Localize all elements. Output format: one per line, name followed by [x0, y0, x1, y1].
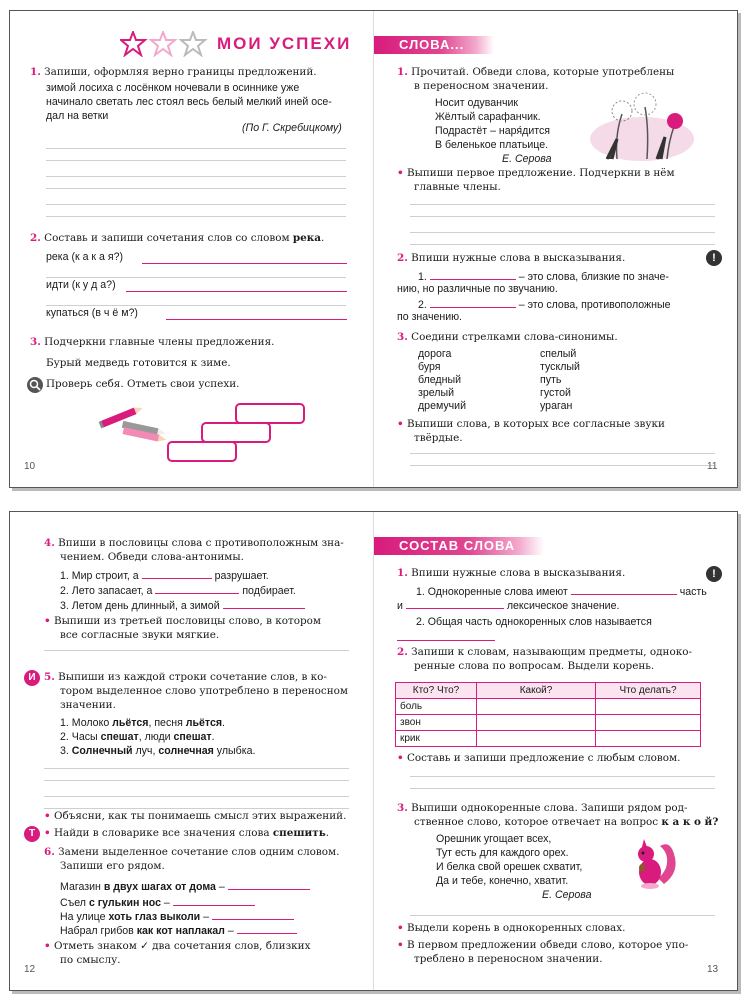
statement-number: 1. [418, 271, 427, 283]
dictionary-badge-icon: Т [24, 826, 40, 842]
bullet-icon: • [397, 752, 404, 764]
task-text: Составь и запиши сочетания слов со словом [44, 232, 293, 244]
bullet-icon: • [44, 827, 51, 839]
task-text: . [325, 827, 330, 839]
task-text-line [414, 816, 718, 830]
poem-line: Подрастёт – наря́дится [435, 125, 551, 137]
task-1 [30, 66, 317, 80]
statement-text: лексическое значение. [506, 600, 620, 612]
phrase-keyword: льётся [185, 717, 223, 729]
writing-line[interactable] [410, 776, 715, 777]
bullet-task [397, 939, 688, 953]
task-text: Соедини стрелками слова-синонимы. [411, 331, 618, 343]
synonym-left[interactable]: дремучий [418, 400, 467, 412]
proverb-text: 2. Лето запасает, а [60, 585, 153, 597]
task-sentence: Бурый медведь готовится к зиме. [46, 357, 231, 369]
page-number: 10 [24, 461, 36, 472]
poem-line: Тут есть для каждого орех. [436, 847, 569, 859]
idiom-text: Магазин [60, 881, 104, 893]
answer-blank[interactable] [430, 269, 516, 280]
task-keyword: река [292, 232, 322, 244]
bullet-task [44, 827, 329, 841]
task-number: 1. [30, 66, 41, 78]
answer-blank[interactable] [223, 598, 305, 609]
task-text: Запиши, оформляя верно границы предложений. [44, 66, 317, 78]
answer-blank[interactable] [430, 297, 516, 308]
answer-line[interactable] [126, 291, 347, 292]
table-cell-answer[interactable] [477, 715, 596, 731]
writing-line[interactable] [46, 176, 346, 177]
phrase-text: 1. Молоко [60, 717, 113, 729]
writing-line[interactable] [410, 453, 715, 454]
phrase-keyword: спешат [173, 731, 212, 743]
proverb-text: 3. Летом день длинный, а зимой [60, 600, 220, 612]
statement-text: часть [679, 586, 707, 598]
statement-number: 2. [418, 299, 427, 311]
table-row [396, 731, 701, 747]
task-2 [397, 646, 692, 660]
writing-line[interactable] [44, 780, 349, 781]
task-number: 3. [30, 336, 41, 348]
task-1 [397, 567, 625, 581]
writing-line[interactable] [410, 204, 715, 205]
task-text: Найди в словарике все значения слова [53, 827, 273, 839]
task-2 [30, 232, 324, 246]
task-3 [397, 331, 618, 345]
page-number: 13 [707, 964, 719, 975]
bullet-icon: • [397, 922, 404, 934]
task-6 [44, 846, 339, 860]
task-text-line: начинало светать лес стоял весь белый мелкий иней осе- [46, 96, 332, 108]
task-3 [397, 802, 688, 816]
synonym-left[interactable]: бледный [418, 374, 461, 386]
poem-line: В беленькое платьице. [435, 139, 549, 151]
writing-line[interactable] [410, 232, 715, 233]
statement-text: и [397, 600, 403, 612]
task-text-line: главные члены. [414, 181, 501, 193]
statement-line: 2. Общая часть однокоренных слов называется [416, 616, 652, 628]
task-text-line: ренные слова по вопросам. Выдели корень. [414, 660, 655, 672]
answer-blank[interactable] [212, 909, 294, 920]
word-prompt: идти (к у д а?) [46, 279, 116, 291]
phrase-keyword: солнечная [158, 745, 214, 757]
poem-line: Да и тебе, конечно, хватит. [436, 875, 569, 887]
writing-line[interactable] [46, 188, 346, 189]
idiom-text: – [224, 925, 234, 937]
task-text: Выпиши из третьей пословицы слово, в котором [53, 615, 322, 627]
spread-pages-12-13 [9, 511, 738, 991]
task-text: . [321, 232, 325, 244]
phrase-keyword: льётся [112, 717, 149, 729]
writing-line[interactable] [410, 788, 715, 789]
phrase-text: луч, [132, 745, 159, 757]
task-text: Впиши нужные слова в высказывания. [411, 567, 626, 579]
task-text: Подчеркни главные члены предложения. [44, 336, 275, 348]
progress-box[interactable] [167, 441, 237, 462]
idiom-keyword: хоть глаз выколи [108, 911, 201, 923]
task-text-line: дал на ветки [46, 110, 109, 122]
task-text: Составь и запиши предложение с любым словом. [406, 752, 681, 764]
idiom-text: На улице [60, 911, 109, 923]
spread-pages-10-11 [9, 10, 738, 488]
answer-blank[interactable] [237, 923, 297, 934]
task-text: Объясни, как ты понимаешь смысл этих выражений. [53, 810, 347, 822]
task-number: 2. [397, 646, 408, 658]
idiom-text: – [200, 911, 210, 923]
writing-line[interactable] [44, 768, 349, 769]
answer-blank[interactable] [406, 598, 504, 609]
table-header: Кто? Что? [396, 683, 477, 699]
root-words-table [395, 682, 701, 747]
task-1 [397, 66, 674, 80]
important-icon: ! [706, 566, 722, 582]
bullet-task [397, 418, 665, 432]
task-keyword: к а к о й? [661, 816, 719, 828]
task-number: 6. [44, 846, 55, 858]
synonym-right[interactable]: ураган [540, 400, 573, 412]
task-text: Прочитай. Обведи слова, которые употреблены [411, 66, 675, 78]
writing-line[interactable] [44, 650, 349, 651]
writing-line[interactable] [410, 216, 715, 217]
task-text: Выпиши однокоренные слова. Запиши рядом род- [411, 802, 688, 814]
task-text-line: все согласные звуки мягкие. [60, 629, 220, 641]
table-row [396, 699, 701, 715]
statement-line: по значению. [397, 311, 463, 323]
pencil-icon [92, 401, 174, 443]
task-number: 4. [44, 537, 55, 549]
idiom-text: Съел [60, 897, 89, 909]
progress-box[interactable] [235, 403, 305, 424]
answer-line[interactable] [397, 640, 495, 641]
bullet-task [44, 615, 321, 629]
task-keyword: спешить [272, 827, 326, 839]
page-number: 11 [707, 461, 718, 472]
squirrel-illustration [630, 832, 680, 890]
idiom-keyword: с гулькин нос [88, 897, 161, 909]
idiom-row [60, 923, 297, 939]
task-text-line: зимой лосиха с лосёнком ночевали в осиннике уже [46, 82, 300, 94]
bullet-icon: • [397, 167, 404, 179]
task-text: В первом предложении обведи слово, которое упо- [406, 939, 689, 951]
task-number: 5. [44, 671, 55, 683]
synonym-left[interactable]: буря [418, 361, 441, 373]
idiom-row [60, 879, 310, 895]
task-text-line: тором выделенное слово употреблено в переносном [60, 685, 348, 697]
page-number: 12 [24, 964, 36, 975]
table-header: Какой? [477, 683, 596, 699]
task-text-line: по смыслу. [60, 954, 121, 966]
answer-blank[interactable] [228, 879, 310, 890]
proverb-line [60, 568, 269, 584]
task-text-line: в переносном значении. [414, 80, 549, 92]
phrase-text: , люди [138, 731, 174, 743]
bullet-task [397, 167, 675, 181]
poem-author: Е. Серова [502, 153, 552, 165]
answer-line[interactable] [166, 319, 347, 320]
proverb-line [60, 583, 296, 599]
bullet-icon: • [397, 939, 404, 951]
task-text: Выпиши слова, в которых все согласные звуки [406, 418, 665, 430]
task-text: Запиши к словам, называющим предметы, однoко- [411, 646, 692, 658]
phrase-text: 3. [60, 745, 72, 757]
writing-line[interactable] [410, 465, 715, 466]
poem-line: Носит одуванчик [435, 97, 519, 109]
idiom-text: – [160, 897, 170, 909]
section-band-title: СЛОВА... [399, 37, 465, 52]
poem-line: Жёлтый сарафанчик. [435, 111, 541, 123]
task-text: Впиши в пословицы слова с противоположным зна- [58, 537, 344, 549]
writing-line[interactable] [410, 244, 715, 245]
task-3 [30, 336, 274, 350]
word-prompt: купаться (в ч ё м?) [46, 307, 138, 319]
task-text: Выпиши из каждой строки сочетание слов, в ко- [58, 671, 327, 683]
page-gutter [373, 512, 374, 990]
answer-blank[interactable] [173, 895, 255, 906]
task-text: Замени выделенное сочетание слов одним словом. [58, 846, 340, 858]
answer-blank[interactable] [571, 584, 677, 595]
task-text-line: чением. Обведи слова-антонимы. [60, 551, 244, 563]
bullet-task [397, 752, 680, 766]
answer-blank[interactable] [155, 583, 239, 594]
synonym-right[interactable]: путь [540, 374, 562, 386]
task-text: Выпиши первое предложение. Подчеркни в нём [406, 167, 675, 179]
answer-line[interactable] [142, 263, 347, 264]
bullet-task [397, 922, 625, 936]
info-badge-icon: И [24, 670, 40, 686]
word-prompt: река (к а к а я?) [46, 251, 123, 263]
proverb-text: разрушает. [214, 570, 269, 582]
proverb-text: подбирает. [242, 585, 296, 597]
writing-line[interactable] [46, 204, 346, 205]
writing-line[interactable] [46, 277, 346, 278]
phrase-text: , песня [148, 717, 186, 729]
task-number: 3. [397, 331, 408, 343]
important-icon: ! [706, 250, 722, 266]
phrase-row [60, 731, 215, 745]
writing-line[interactable] [44, 796, 349, 797]
progress-box[interactable] [201, 422, 271, 443]
task-number: 2. [30, 232, 41, 244]
answer-blank[interactable] [142, 568, 212, 579]
writing-line[interactable] [46, 148, 346, 149]
table-cell-word: боль [396, 699, 477, 715]
task-text-line: треблено в переносном значении. [414, 953, 603, 965]
task-text-line: твёрдые. [414, 432, 463, 444]
phrase-row [60, 745, 255, 759]
table-cell-answer[interactable] [477, 731, 596, 747]
writing-line[interactable] [44, 808, 349, 809]
task-text-line: Запиши его рядом. [60, 860, 165, 872]
writing-line[interactable] [46, 216, 346, 217]
table-cell-word: крик [396, 731, 477, 747]
idiom-keyword: как кот наплакал [136, 925, 225, 937]
table-cell-word: звон [396, 715, 477, 731]
task-number: 1. [397, 66, 408, 78]
writing-line[interactable] [410, 915, 715, 916]
task-2 [397, 252, 625, 266]
synonym-right[interactable]: тусклый [540, 361, 580, 373]
statement-text: – это слова, близкие по значе- [518, 271, 669, 283]
table-cell-answer[interactable] [596, 731, 701, 747]
synonym-right[interactable]: спелый [540, 348, 577, 360]
bullet-icon: • [44, 940, 51, 952]
bullet-icon: • [44, 615, 51, 627]
poem-line: Орешник угощает всех, [436, 833, 552, 845]
proverb-text: 1. Мир строит, а [60, 570, 139, 582]
bullet-icon: • [397, 418, 404, 430]
task-number: 3. [397, 802, 408, 814]
task-text: Впиши нужные слова в высказывания. [411, 252, 626, 264]
magnifier-icon [27, 377, 43, 393]
idiom-text: Набрал грибов [60, 925, 137, 937]
statement-text: 1. Однокоренные слова имеют [416, 586, 568, 598]
statement-line: нию, но различные по звучанию. [397, 283, 558, 295]
synonym-left[interactable]: дорога [418, 348, 452, 360]
task-number: 1. [397, 567, 408, 579]
writing-line[interactable] [46, 305, 346, 306]
phrase-keyword: Солнечный [71, 745, 133, 757]
phrase-text: улыбка. [213, 745, 256, 757]
bullet-icon: • [44, 810, 51, 822]
task-number: 2. [397, 252, 408, 264]
task-4 [44, 537, 344, 551]
self-check-text: Проверь себя. Отметь свои успехи. [46, 378, 240, 390]
table-row [396, 715, 701, 731]
poem-author: Е. Серова [542, 889, 592, 901]
statement-line [397, 598, 619, 614]
statement-text: – это слова, противоположные [518, 299, 671, 311]
table-cell-answer[interactable] [596, 715, 701, 731]
table-header: Что делать? [596, 683, 701, 699]
poem-line: И белка свой орешек схватит, [436, 861, 583, 873]
phrase-keyword: спешат [100, 731, 139, 743]
table-header-row [396, 683, 701, 699]
dandelion-illustration [587, 89, 697, 163]
page-gutter [373, 11, 374, 487]
section-band-title: СОСТАВ СЛОВА [399, 538, 516, 553]
star-icon [120, 31, 215, 57]
page-header-title: МОИ УСПЕХИ [217, 34, 352, 53]
idiom-keyword: в двух шагах от дома [103, 881, 216, 893]
writing-line[interactable] [46, 160, 346, 161]
synonym-left[interactable]: зрелый [418, 387, 455, 399]
phrase-row [60, 717, 225, 731]
proverb-line [60, 598, 305, 614]
task-text: Выдели корень в однокоренных словах. [406, 922, 626, 934]
idiom-text: – [215, 881, 225, 893]
phrase-text: 2. Часы [60, 731, 101, 743]
source-citation: (По Г. Скребицкому) [242, 122, 342, 134]
table-cell-answer[interactable] [596, 699, 701, 715]
task-text: ственное слово, которое отвечает на вопрос [414, 816, 662, 828]
synonym-right[interactable]: густой [540, 387, 571, 399]
bullet-task [44, 810, 346, 824]
table-cell-answer[interactable] [477, 699, 596, 715]
bullet-task [44, 940, 310, 954]
task-5 [44, 671, 327, 685]
phrase-text: . [222, 717, 225, 729]
phrase-text: . [211, 731, 215, 743]
task-text: Отметь знаком ✓ два сочетания слов, близких [53, 940, 311, 952]
task-text-line: значении. [60, 699, 116, 711]
